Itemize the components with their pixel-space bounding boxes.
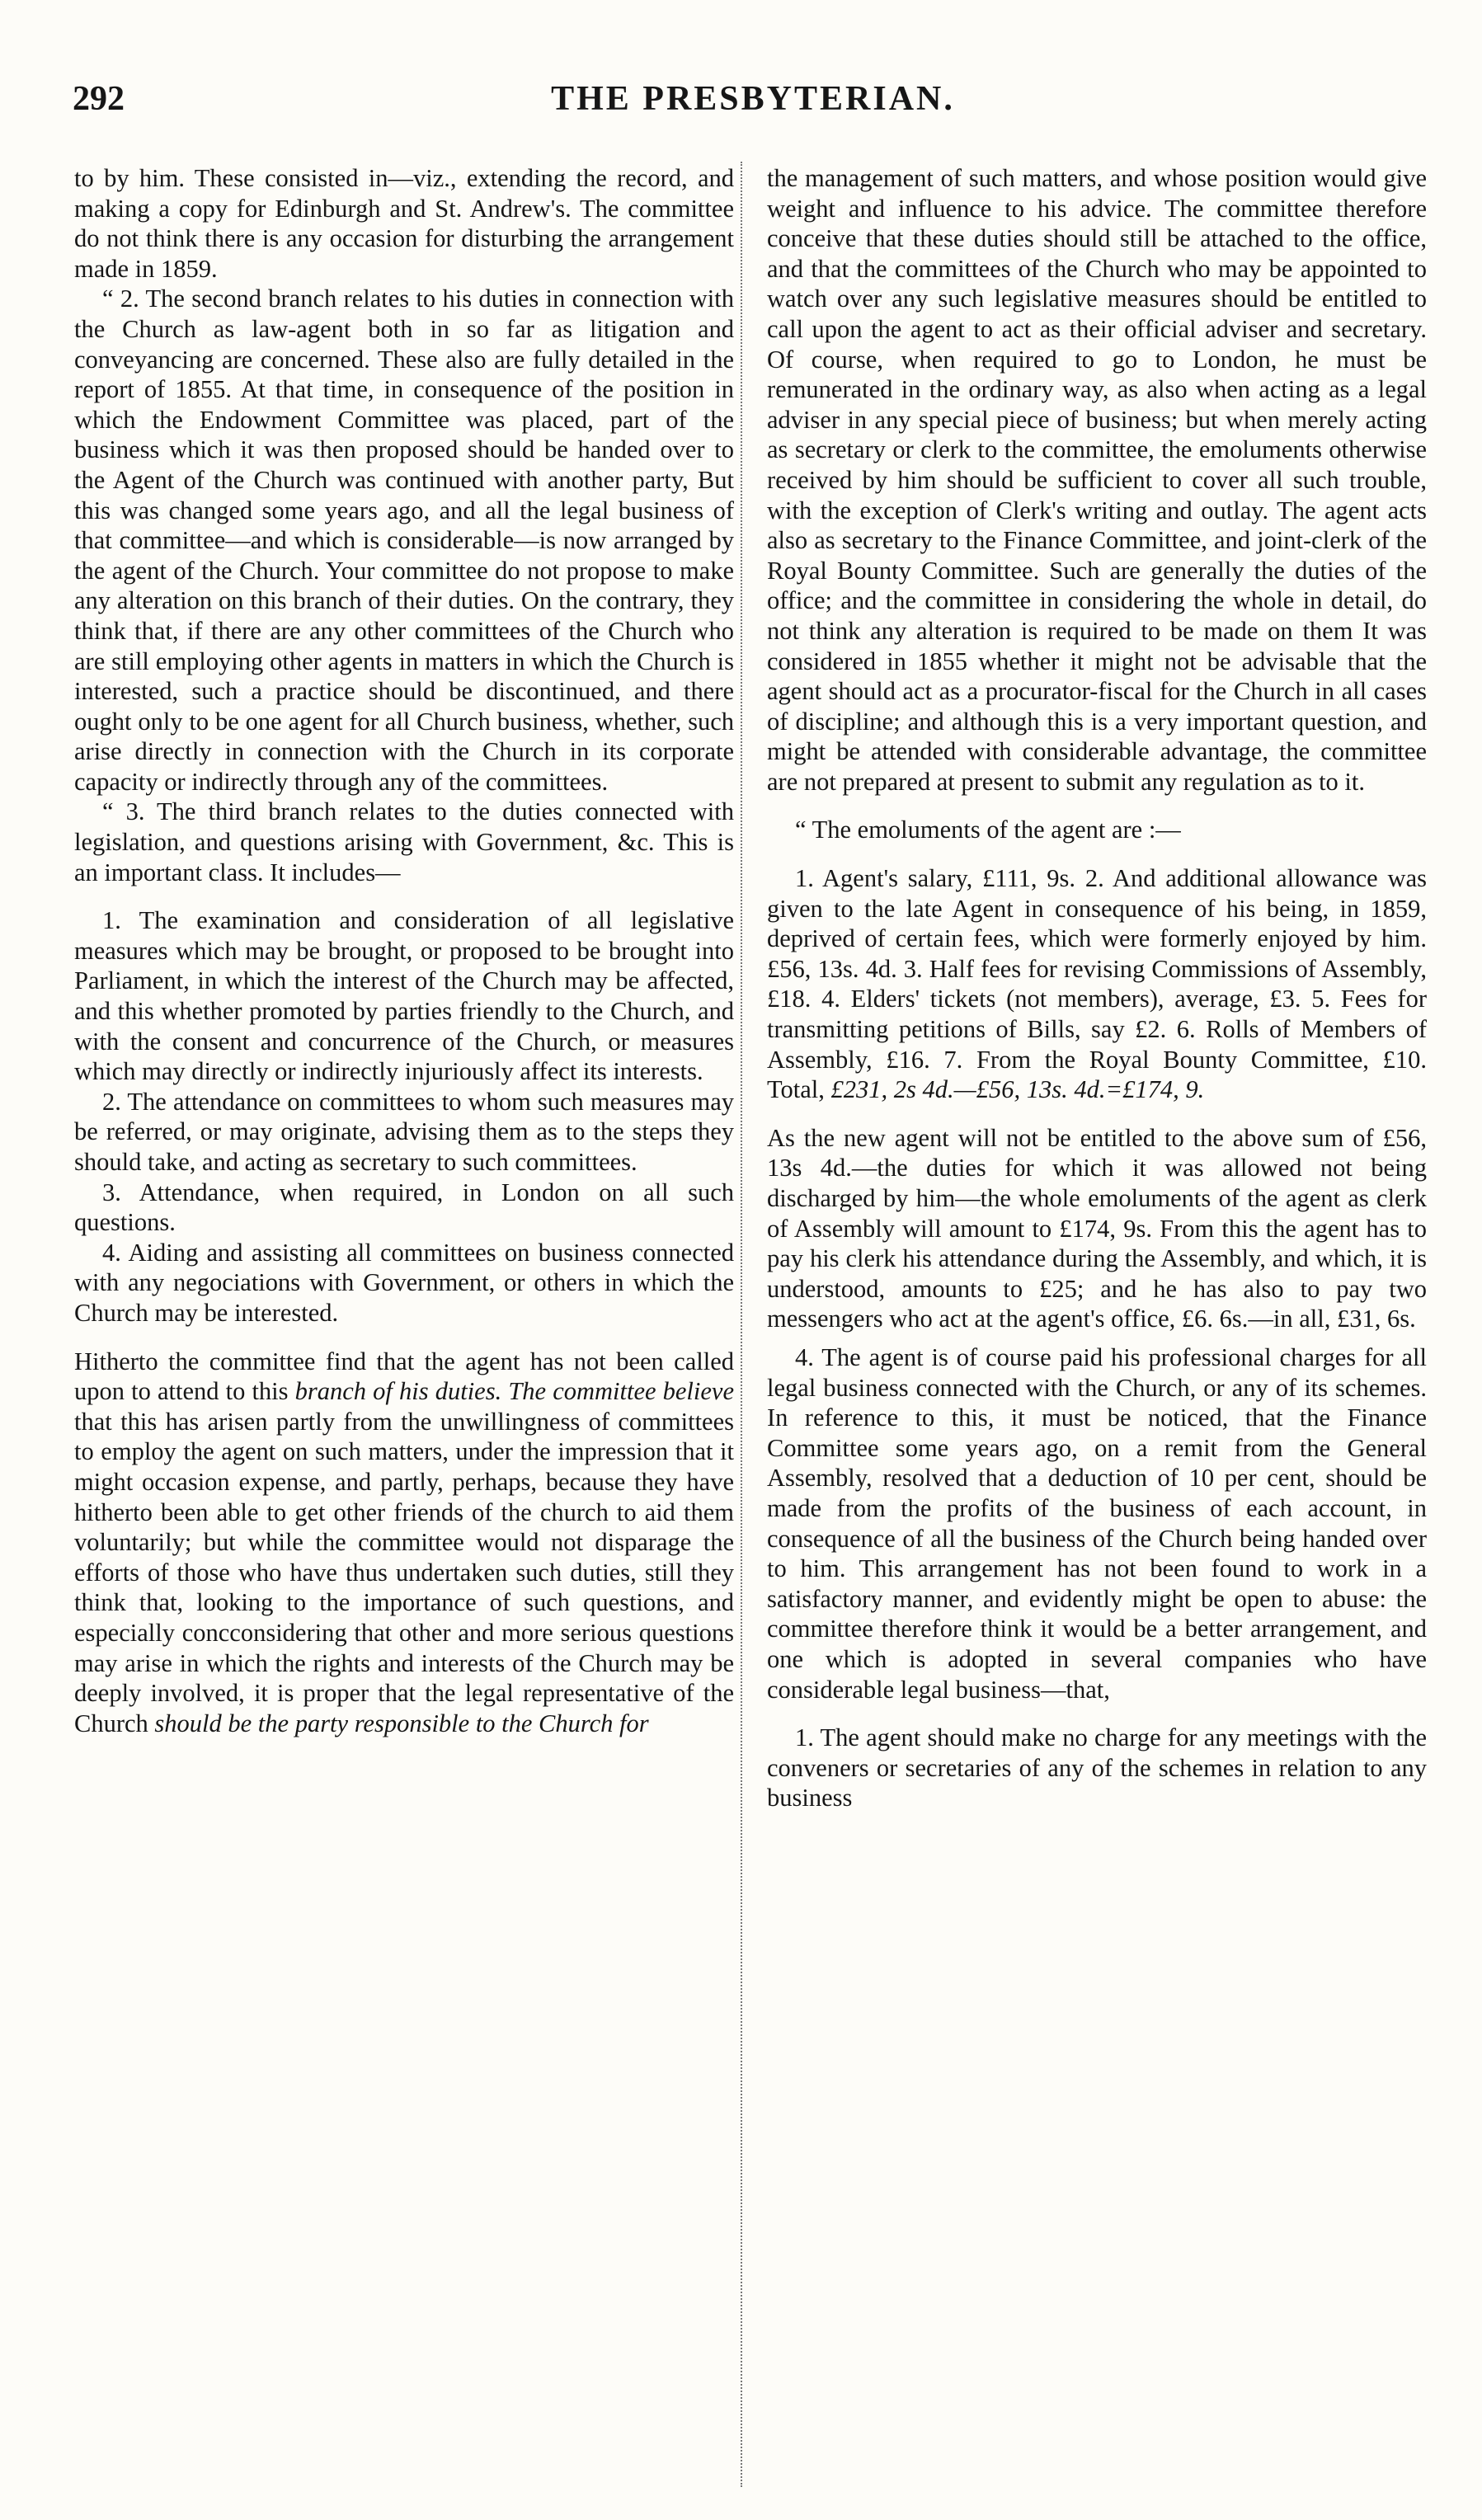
list-item: 4. Aiding and assisting all committees on business connected with any negociations with Government, or others in which the Church may be interested. xyxy=(74,1238,734,1327)
italic-text-run: £231, 2s 4d.—£56, 13s. 4d.=£174, 9. xyxy=(830,1075,1205,1104)
page-number: 292 xyxy=(73,80,125,118)
paragraph: 4. The agent is of course paid his professional charges for all legal business connected with the Church, or any of its schemes. In reference to this, it must be noticed, that the Finance Committee some years ago, on a remit from the General Assembly, resolved that a deduction of 10 per cent, should be made from the profits of the business of each account, in consequence of all the business of the Church being handed over to him. This arrangement has not been found to work in a satisfactory manner, and evidently might be open to abuse: the committee therefore think it would be a better arrangement, and one which is adopted in several companies who have considerable legal business—that, xyxy=(767,1342,1427,1704)
paragraph xyxy=(767,863,1427,1105)
page-header xyxy=(73,79,1433,137)
list-item: 3. Attendance, when required, in London on all such questions. xyxy=(74,1178,734,1237)
italic-text-run: should be the party responsible to the Church for xyxy=(154,1709,649,1737)
left-column xyxy=(74,163,734,2489)
paragraph: the management of such matters, and whose position would give weight and influence to his advice. The committee therefore conceive that these duties should still be attached to the office, and that the committees of the Church who may be appointed to watch over any such legislative measures should be entitled to call upon the agent to act as their official adviser and secretary. Of course, when required to go to London, he must be remunerated in the ordinary way, as also when acting as a legal adviser in any special piece of business; but when merely acting as secretary or clerk to the committee, the emoluments otherwise received by him should be sufficient to cover all such trouble, with the exception of Clerk's writing and outlay. The agent acts also as secretary to the Finance Committee, and joint-clerk of the Royal Bounty Committee. Such are generally the duties of the office; and the committee in considering the whole in detail, do not think any alteration is required to be made on them It was considered in 1855 whether it might not be advisable that the agent should act as a procurator-fiscal for the Church in all cases of discipline; and although this is a very important question, and might be attended with considerable advantage, the committee are not prepared at present to submit any regulation as to it. xyxy=(767,164,1427,796)
duties-list xyxy=(74,905,734,1328)
list-item: 2. The attendance on committees to whom such measures may be referred, or may originate, advising them as to the steps they should take, and acting as secretary to such committees. xyxy=(74,1087,734,1176)
text-run: Hitherto the committee find that the agent has not been called upon to attend to this xyxy=(74,1347,734,1406)
paragraph: “ 3. The third branch relates to the duties connected with legislation, and questions arising with Government, &c. This is an important class. It includes— xyxy=(74,797,734,886)
column-divider xyxy=(741,162,742,2487)
text-run: that this has arisen partly from the unwillingness of committees to employ the agent on such matters, under the impression that it might occasion expense, and partly, perhaps, because they have hitherto been able to get other friends of the church to aid them voluntarily; but while the committee would not disparage the efforts of those who have thus undertaken such duties, still they think that, looking to the importance of such questions, and especially concconsidering that other and more serious questions may arise in which the rights and interests of the Church may be deeply involved, it is proper that the legal representative of the Church xyxy=(74,1407,734,1737)
list-item: 1. The examination and consideration of all legislative measures which may be brought, or proposed to be brought into Parliament, in which the interest of the Church may be affected, and this whether promoted by parties friendly to the Church, and with the consent and concurrence of the Church, or measures which may directly or indirectly injuriously affect its interests. xyxy=(74,906,734,1086)
paragraph: 1. The agent should make no charge for any meetings with the conveners or secretaries of any of the schemes in relation to any business xyxy=(767,1723,1427,1812)
paragraph: As the new agent will not be entitled to the above sum of £56, 13s 4d.—the duties for which it was allowed not being discharged by him—the whole emoluments of the agent as clerk of Assembly will amount to £174, 9s. From this the agent has to pay his clerk his attendance during the Assembly, and which, it is understood, amounts to £25; and he has also to pay two messengers who act at the agent's office, £6. 6s.—in all, £31, 6s. xyxy=(767,1123,1427,1333)
paragraph: “ 2. The second branch relates to his duties in connection with the Church as law-agent both in so far as litigation and conveyancing are concerned. These also are fully detailed in the report of 1855. At that time, in consequence of the position in which the Endowment Committee was placed, part of the business which it was then proposed should be handed over to the Agent of the Church was continued with another party, But this was changed some years ago, and all the legal business of that committee—and which is considerable—is now arranged by the agent of the Church. Your committee do not propose to make any alteration on this branch of their duties. On the contrary, they think that, if there are any other committees of the Church who are still employing other agents in matters in which the Church is interested, such a practice should be discontinued, and there ought only to be one agent for all Church business, whether, such arise directly in connection with the Church in its corporate capacity or indirectly through any of the committees. xyxy=(74,284,734,796)
paragraph: “ The emoluments of the agent are :— xyxy=(795,816,1181,844)
paragraph: to by him. These consisted in—viz., extending the record, and making a copy for Edinburgh and St. Andrew's. The committee do not think there is any occasion for disturbing the arrangement made in 1859. xyxy=(74,164,734,283)
text-run: 1. Agent's salary, £111, 9s. 2. And additional allowance was given to the late Agent in consequence of his being, in 1859, deprived of certain fees, which were formerly enjoyed by him. £56, 13s. 4d. 3. Half fees for revising Commissions of Assembly, £18. 4. Elders' tickets (not members), average, £3. 5. Fees for transmitting petitions of Bills, say £2. 6. Rolls of Members of Assembly, £16. 7. From the Royal Bounty Committee, £10. Total, xyxy=(767,864,1427,1104)
paragraph xyxy=(74,1347,734,1739)
italic-text-run: branch of his duties. The committee believe xyxy=(294,1377,734,1406)
right-column xyxy=(767,163,1427,2489)
running-title: THE PRESBYTERIAN. xyxy=(551,80,955,118)
